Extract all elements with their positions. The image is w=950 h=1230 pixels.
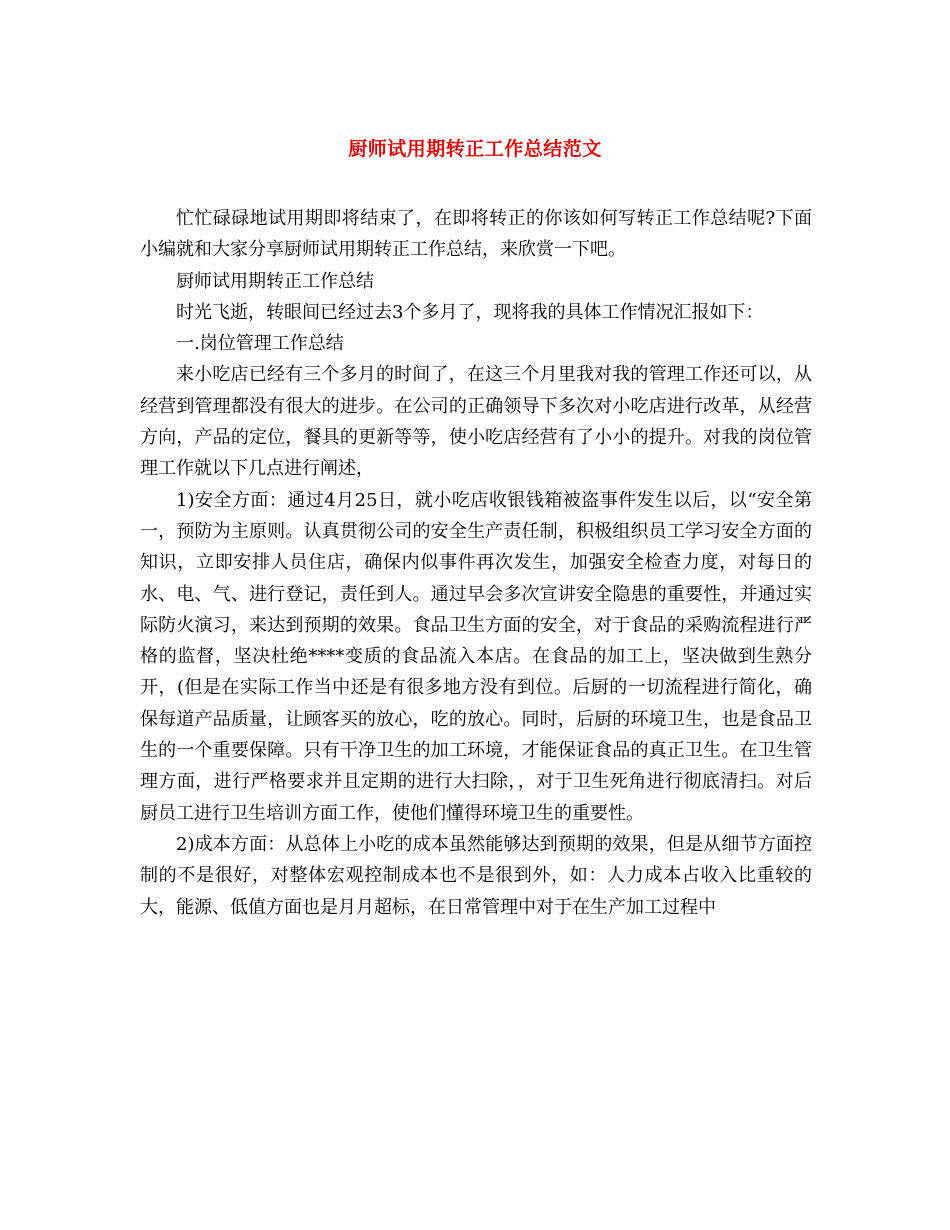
- document-title: 厨师试用期转正工作总结范文: [348, 138, 602, 160]
- paragraph-safety: 1)安全方面：通过4月25日，就小吃店收银钱箱被盗事件发生以后，以“安全第一，预防为主原则。认真贯彻公司的安全生产责任制，积极组织员工学习安全方面的知识，立即安排人员住店，确保内似事件再次发生，加强安全检查力度，对每日的水、电、气、进行登记，责任到人。通过早会多次宣讲安全隐患的重要性，并通过实际防火演习，来达到预期的效果。食品卫生方面的安全，对于食品的采购流程进行严格的监督，坚决杜绝****变质的食品流入本店。在食品的加工上，坚决做到生熟分开，(但是在实际工作当中还是有很多地方没有到位。后厨的一切流程进行简化，确保每道产品质量，让顾客买的放心，吃的放心。同时，后厨的环境卫生，也是食品卫生的一个重要保障。只有干净卫生的加工环境，才能保证食品的真正卫生。在卫生管理方面，进行严格要求并且定期的进行大扫除，，对于卫生死角进行彻底清扫。对后厨员工进行卫生培训方面工作，使他们懂得环境卫生的重要性。: [140, 489, 812, 824]
- paragraph-intro: 忙忙碌碌地试用期即将结束了，在即将转正的你该如何写转正工作总结呢?下面小编就和大家分享厨师试用期转正工作总结，来欣赏一下吧。: [140, 208, 812, 261]
- paragraph-cost: 2)成本方面：从总体上小吃的成本虽然能够达到预期的效果，但是从细节方面控制的不是很好，对整体宏观控制成本也不是很到外，如：人力成本占收入比重较的大，能源、低值方面也是月月超标，在日常管理中对于在生产加工过程中: [140, 833, 812, 918]
- paragraph-subtitle: 厨师试用期转正工作总结: [176, 270, 374, 292]
- paragraph-opening: 时光飞逝，转眼间已经过去3个多月了，现将我的具体工作情况汇报如下：: [176, 301, 764, 323]
- section-heading-post-management: 一.岗位管理工作总结: [176, 333, 344, 355]
- paragraph-management-overview: 来小吃店已经有三个多月的时间了，在这三个月里我对我的管理工作还可以，从经营到管理都没有很大的进步。在公司的正确领导下多次对小吃店进行改革，从经营方向，产品的定位，餐具的更新等等，使小吃店经营有了小小的提升。对我的岗位管理工作就以下几点进行阐述，: [140, 364, 812, 480]
- document-body: [140, 203, 812, 923]
